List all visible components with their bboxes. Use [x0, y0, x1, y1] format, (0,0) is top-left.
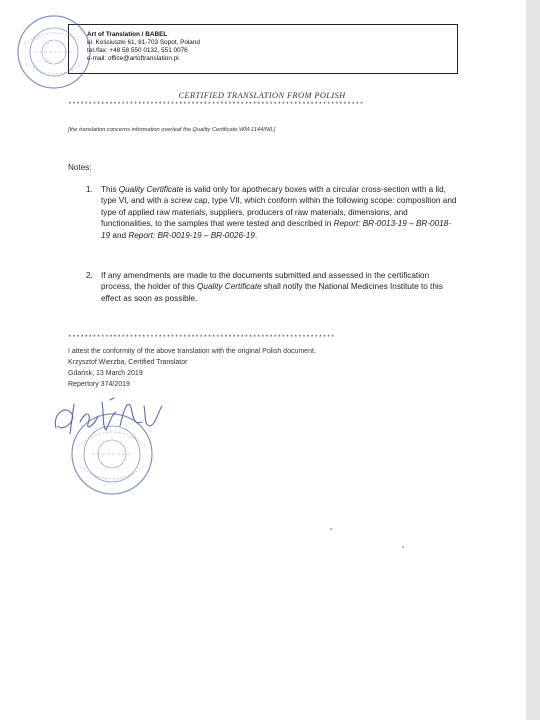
asterisk-separator-bottom: *****************************************************************	[68, 334, 335, 341]
letterhead-text	[87, 31, 200, 63]
note-emphasis: Quality Certificate	[197, 282, 262, 292]
company-email: e-mail: office@artoftranslation.pl	[87, 55, 179, 62]
attestation-statement: I attest the conformity of the above translation with the original Polish document.	[68, 348, 316, 355]
note-body	[101, 270, 458, 304]
note-text: If any amendments are made to the documents submitted and assessed in the certification process, the holder of this	[101, 271, 430, 292]
asterisk-separator-top: ************************************************************************	[68, 101, 364, 108]
note-emphasis: Quality Certificate	[118, 185, 184, 194]
note-emphasis: Report: BR-0013-19 – BR-0018-19	[101, 219, 451, 240]
note-item-1	[86, 184, 458, 241]
note-number: 2.	[86, 271, 93, 280]
note-text: and	[110, 230, 129, 240]
translation-note: [the translation concerns information overleaf the Quality Certificate WM-1144/NIL]	[68, 127, 276, 133]
notes-heading: Notes:	[68, 163, 92, 172]
note-item-2	[86, 270, 458, 304]
note-number: 1.	[86, 185, 93, 194]
translator-stamp-bottom-icon	[62, 404, 162, 504]
note-emphasis: Report: BR-0019-19 – BR-0026-19	[128, 230, 255, 240]
letterhead-box	[68, 24, 458, 74]
company-phone: tel./fax: +48 58 550 0132, 551 0076	[87, 47, 188, 54]
note-text: .	[254, 230, 258, 240]
note-text: is valid only for apothecary boxes with a circular cross-section with a lid, type VI, and with a screw cap, type VII, which conform within the following scope: composition and type of applied raw materials, suppliers, producers of raw materials, dimensions, and functionalities, to the samples that were tested and described in	[101, 185, 457, 229]
translator-name: Krzysztof Wierzba, Certified Translator	[68, 359, 188, 366]
note-text: This	[101, 185, 119, 194]
attestation-place-date: Gdańsk, 13 March 2019	[68, 370, 143, 377]
company-address: ul. Kościuszki 61, 81-703 Sopot, Poland	[87, 39, 200, 46]
repertory-number: Repertory 374/2019	[68, 381, 130, 388]
note-body	[101, 184, 458, 241]
company-name: Art of Translation / BABEL	[87, 31, 168, 38]
scan-speck	[402, 546, 404, 548]
document-title: CERTIFIED TRANSLATION FROM POLISH	[178, 91, 346, 100]
scan-speck	[330, 528, 332, 530]
attestation-block	[68, 346, 316, 390]
note-text: shall notify the National Medicines Institute to this effect as soon as possible.	[101, 282, 443, 303]
translator-stamp-top-icon	[14, 12, 94, 92]
